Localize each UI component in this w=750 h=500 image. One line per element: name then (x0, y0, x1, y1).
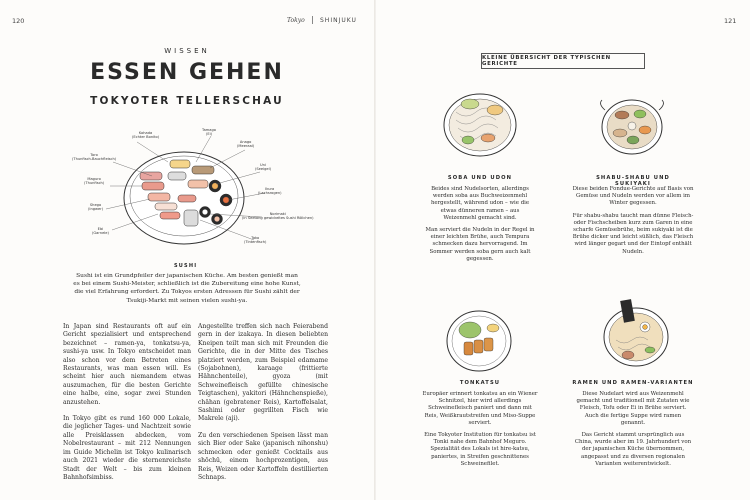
dish-text-soba-udon (425, 186, 535, 268)
label-ebi: Ebi (Garnele) (92, 227, 109, 236)
dish-paragraph: Diese Nudelart wird aus Weizenmehl gemacht und traditionell mit Zutaten wie Fleisch, Tofu oder Ei in Brühe serviert. Auch die fertige Suppe wird ramen genannt. (576, 391, 690, 426)
dish-text-shabu-shabu (572, 186, 694, 261)
label-tako: Tako (Tintenfisch) (244, 236, 267, 245)
label-ikura: Ikura (Lachsrogen) (258, 187, 282, 196)
dish-paragraph: Diese beiden Fondue-Gerichte auf Basis von Gemüse und Nudeln werden vor allem im Winter gegessen. (572, 186, 694, 207)
label-tamago: Tamago (Ei) (202, 128, 216, 137)
dish-title-soba-udon: SOBA UND UDON (447, 175, 513, 181)
running-title: Tokyo (287, 17, 305, 24)
dish-title-shabu-shabu: SHABU-SHABU UND SUKIYAKI (596, 175, 670, 187)
body-paragraph: In Japan sind Restaurants oft auf ein Gericht spezialisiert und entsprechend bezeichnet – ramen-ya, tonkatsu-ya, sushi-ya usw. In Tokyo entscheidet man also schon vor dem Betreten eines Restaurants, was man essen will. Es scheint hier auch niemandem etwas auszumachen, für die besten Gerichte eine halbe, eine, sogar zwei Stunden anzustehen. (63, 323, 191, 406)
dish-paragraph: Eine Tokyoter Institution für tonkatsu ist Tonki nahe dem Bahnhof Meguro. Spezialität des Lokals ist hire-katsu, paniertes, in Streifen geschnittenes Schweinefilet. (424, 432, 536, 467)
dish-text-tonkatsu (422, 391, 538, 473)
body-paragraph: Zu den verschiedenen Speisen lässt man sich Bier oder Sake (japanisch nihonshu) schmecken oder genießt Cocktails aus shōchū, einem hochprozentigen, aus Reis, Weizen oder Kartoffeln destillierten Schnaps. (198, 431, 328, 481)
label-uni: Uni (Seeigel) (255, 163, 271, 172)
label-norimaki: Norimaki (in Seetang gewickeltes Sushi Röllchen) (242, 212, 314, 221)
dish-paragraph: Für shabu-shabu taucht man dünne Fleisch- oder Fischscheiben kurz zum Garen in eine scharfe Gemüsebrühe, beim sukiyaki ist die Brühe dicker und leicht süßlich, das Fleisch wird länger gegart und der Eintopf enthält Nudeln. (572, 212, 694, 255)
dish-title-tonkatsu: TONKATSU (459, 380, 501, 386)
label-toro: Toro (Thunfisch-Bauchfleisch) (72, 153, 117, 162)
running-section: SHINJUKU (320, 17, 357, 24)
section-eyebrow: WISSEN (164, 47, 210, 55)
dish-paragraph: Man serviert die Nudeln in der Regel in einer leichten Brühe, auch Tempura schmecken dazu hervorragend. Im Sommer werden soba gern auch kalt gegessen. (425, 227, 535, 262)
label-maguro: Maguro (Thunfisch) (84, 177, 105, 186)
label-kohada: Kohada (Echter Bonito) (132, 131, 160, 140)
page-subtitle: TOKYOTER TELLERSCHAU (90, 95, 284, 107)
sushi-caption-title: SUSHI (174, 263, 198, 269)
page-number-right: 121 (724, 17, 737, 25)
sushi-caption-text: Sushi ist ein Grundpfeiler der japanischen Küche. Am besten genießt man es bei einem Sushi-Meister, schließlich ist die Zubereitung eine hohe Kunst, die viel Erfahrung erfordert. Zu Tokyos ersten Adressen für Sushi zählt der Tsukiji-Markt mit seinen vielen sushi-ya. (73, 273, 301, 304)
dish-text-ramen (572, 391, 694, 473)
page-number-left: 120 (12, 17, 25, 25)
dish-paragraph: Europäer erinnert tonkatsu an ein Wiener Schnitzel, hier wird allerdings Schweinefleisch paniert und dann mit Reis, Weißkrautstreifen und Miso-Suppe serviert. (422, 391, 538, 426)
dish-paragraph: Beides sind Nudelsorten, allerdings werden soba aus Buchweizenmehl hergestellt, während udon – wie die etwas dünneren ramen – aus Weizenmehl gemacht sind. (430, 186, 530, 221)
body-paragraph: In Tokyo gibt es rund 160 000 Lokale, die jeglicher Tages- und Nachtzeit sowie alle Preisklassen abdecken, vom Nobelrestaurant – mit 212 Nennungen im Guide Michelin ist Tokyo kulinarisch auch 2021 wieder die sternenreichste Stadt der Welt – bis zum kleinen Bahnhofsimbiss. (63, 415, 191, 481)
label-shego: Shego (Ingwer) (88, 203, 104, 212)
dish-title-ramen: RAMEN UND RAMEN-VARIANTEN (572, 380, 694, 386)
dish-paragraph: Das Gericht stammt ursprünglich aus China, wurde aber im 19. Jahrhundert von der japanischen Küche übernommen, angepasst und zu diversen regionalen Varianten weiterentwickelt. (574, 432, 692, 467)
overview-title-box: KLEINE ÜBERSICHT DER TYPISCHEN GERICHTE (481, 53, 645, 69)
label-anago: Anago (Meeraal) (237, 140, 255, 149)
page-title: ESSEN GEHEN (90, 60, 284, 85)
body-paragraph: Angestellte treffen sich nach Feierabend gern in der izakaya. In diesen beliebten Kneipen teilt man sich mit Freunden die Gerichte, die in der Mitte des Tisches platziert werden, zum Beispiel edamame (Sojabohnen), karaage (frittierte Hähnchenteile), gyoza (mit Schweinefleisch gefüllte chinesische Teigtaschen), yakitori (Hähnchenspieße), chāhan (gebratener Reis), Kartoffelsalat, Sashimi oder gegrillten Fisch wie Makrele (aji). (198, 323, 328, 423)
